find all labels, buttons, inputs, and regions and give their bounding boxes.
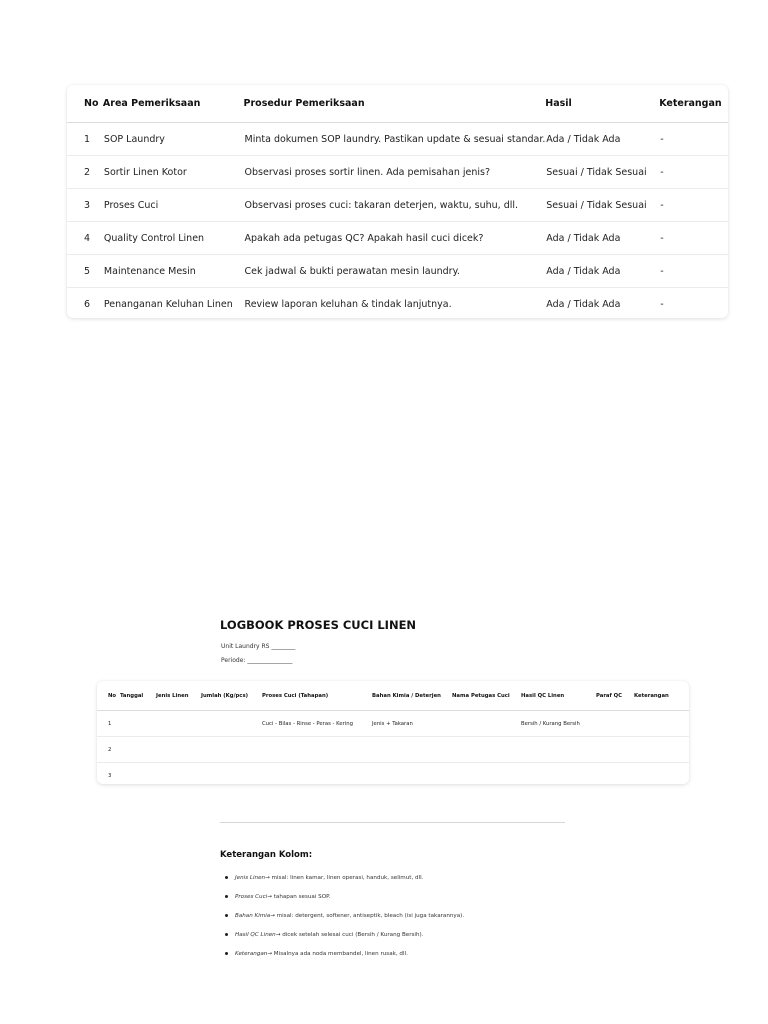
- column-header-jumlah: Jumlah (Kg/pcs): [200, 681, 261, 711]
- column-header-tanggal: Tanggal: [119, 681, 155, 711]
- note-term: Bahan Kimia: [235, 912, 271, 919]
- cell-keterangan: [633, 711, 689, 737]
- logbook-table-card: [97, 681, 689, 784]
- cell-no: 3: [67, 189, 103, 222]
- note-term: Keterangan: [235, 950, 268, 957]
- column-header-area: Area Pemeriksaan: [103, 85, 244, 123]
- cell-keterangan: -: [659, 222, 728, 255]
- logbook-header-row: [97, 681, 689, 711]
- note-desc: → misal: linen kamar, linen operasi, handuk, selimut, dll.: [265, 874, 424, 881]
- logbook-periode: Periode: _______________: [221, 657, 293, 664]
- cell-keterangan: -: [660, 298, 664, 310]
- cell-bahan-kimia: [371, 737, 451, 763]
- cell-keterangan: -: [659, 189, 728, 222]
- logbook-unit: Unit Laundry RS ________: [221, 643, 296, 650]
- cell-jenis-linen: [155, 763, 200, 785]
- cell-hasil: Ada / Tidak Ada: [546, 298, 621, 310]
- cell-keterangan: -: [659, 123, 728, 156]
- cell-area: Penanganan Keluhan Linen: [103, 298, 233, 310]
- section-divider: [220, 822, 565, 823]
- note-desc: → misal: detergent, softener, antiseptik, bleach (isi juga takarannya).: [270, 912, 465, 919]
- cell-no: 5: [67, 255, 103, 288]
- cell-proses-cuci: [261, 763, 371, 785]
- cell-prosedur: Apakah ada petugas QC? Apakah hasil cuci dicek?: [244, 222, 546, 255]
- cell-nama-petugas: [451, 763, 520, 785]
- cell-paraf-qc: [595, 737, 633, 763]
- cell-no: 4: [67, 222, 103, 255]
- cell-jenis-linen: [155, 711, 200, 737]
- cell-area: SOP Laundry: [103, 123, 244, 156]
- cell-hasil: Sesuai / Tidak Sesuai: [545, 156, 659, 189]
- cell-bahan-kimia: [371, 763, 451, 785]
- cell-prosedur: Minta dokumen SOP laundry. Pastikan update & sesuai standar.: [244, 123, 546, 156]
- cell-area: Sortir Linen Kotor: [103, 156, 244, 189]
- table-row: [67, 123, 728, 156]
- column-header-hasil: Hasil: [545, 85, 659, 123]
- cell-tanggal: [119, 737, 155, 763]
- cell-no: 2: [97, 737, 119, 763]
- column-header-bahan-kimia: Bahan Kimia / Deterjen: [371, 681, 451, 711]
- cell-keterangan: [633, 763, 689, 785]
- note-desc: → dicek setelah selesai cuci (Bersih / Kurang Bersih).: [275, 931, 424, 938]
- cell-jumlah: [200, 711, 261, 737]
- column-header-keterangan: Keterangan: [633, 681, 689, 711]
- cell-tanggal: [119, 711, 155, 737]
- cell-hasil: Ada / Tidak Ada: [545, 255, 659, 288]
- note-term: Proses Cuci: [235, 893, 268, 900]
- logbook-table: [97, 681, 689, 784]
- note-desc: → tahapan sesuai SOP.: [267, 893, 331, 900]
- table-row: [67, 189, 728, 222]
- cell-paraf-qc: [595, 763, 633, 785]
- cell-keterangan: -: [659, 156, 728, 189]
- cell-area: Proses Cuci: [103, 189, 244, 222]
- table-row: [67, 255, 728, 288]
- cell-no: 1: [67, 123, 103, 156]
- column-header-nama-petugas: Nama Petugas Cuci: [451, 681, 520, 711]
- cell-keterangan: -: [659, 255, 728, 288]
- cell-paraf-qc: [595, 711, 633, 737]
- cell-jumlah: [200, 737, 261, 763]
- column-header-hasil-qc: Hasil QC Linen: [520, 681, 595, 711]
- cell-tanggal: [119, 763, 155, 785]
- table-row: [67, 222, 728, 255]
- cell-hasil-qc: Bersih / Kurang Bersih: [520, 711, 595, 737]
- cell-nama-petugas: [451, 737, 520, 763]
- table-row: [97, 711, 689, 737]
- inspection-table-card: [67, 85, 728, 318]
- cell-hasil: Ada / Tidak Ada: [545, 123, 659, 156]
- column-header-paraf-qc: Paraf QC: [595, 681, 633, 711]
- cell-no: 2: [67, 156, 103, 189]
- table-row: [67, 288, 728, 319]
- cell-hasil: Sesuai / Tidak Sesuai: [545, 189, 659, 222]
- table-row: [97, 763, 689, 785]
- cell-hasil-qc: [520, 763, 595, 785]
- bullet-icon: [225, 876, 228, 879]
- keterangan-list: [220, 868, 464, 963]
- cell-area: Maintenance Mesin: [103, 255, 244, 288]
- list-item: [220, 925, 464, 944]
- table-row: [97, 737, 689, 763]
- cell-bahan-kimia: Jenis + Takaran: [371, 711, 451, 737]
- bullet-icon: [225, 933, 228, 936]
- cell-hasil-qc: [520, 737, 595, 763]
- note-term: Hasil QC Linen: [235, 931, 276, 938]
- inspection-table: [67, 85, 728, 318]
- cell-prosedur: Cek jadwal & bukti perawatan mesin laundry.: [244, 255, 546, 288]
- column-header-no: No: [67, 85, 103, 123]
- bullet-icon: [225, 952, 228, 955]
- cell-no: 1: [97, 711, 119, 737]
- column-header-keterangan: Keterangan: [659, 85, 728, 123]
- cell-jenis-linen: [155, 737, 200, 763]
- column-header-jenis-linen: Jenis Linen: [155, 681, 200, 711]
- table-row: [67, 156, 728, 189]
- list-item: [220, 887, 464, 906]
- cell-proses-cuci: Cuci - Bilas - Rinse - Peras - Kering: [261, 711, 371, 737]
- bullet-icon: [225, 914, 228, 917]
- column-header-proses-cuci: Proses Cuci (Tahapan): [261, 681, 371, 711]
- list-item: [220, 944, 464, 963]
- keterangan-title: Keterangan Kolom:: [220, 850, 313, 860]
- cell-proses-cuci: [261, 737, 371, 763]
- cell-keterangan: [633, 737, 689, 763]
- cell-area: Quality Control Linen: [103, 222, 244, 255]
- cell-jumlah: [200, 763, 261, 785]
- logbook-title: LOGBOOK PROSES CUCI LINEN: [220, 618, 417, 632]
- cell-hasil: Ada / Tidak Ada: [545, 222, 659, 255]
- cell-no: 3: [108, 772, 112, 779]
- list-item: [220, 906, 464, 925]
- note-term: Jenis Linen: [235, 874, 266, 881]
- bullet-icon: [225, 895, 228, 898]
- column-header-prosedur: Prosedur Pemeriksaan: [244, 85, 546, 123]
- table-header-row: [67, 85, 728, 123]
- cell-prosedur: Observasi proses cuci: takaran deterjen, waktu, suhu, dll.: [244, 189, 546, 222]
- note-desc: → Misalnya ada noda membandel, linen rusak, dll.: [267, 950, 408, 957]
- list-item: [220, 868, 464, 887]
- column-header-no: No: [97, 681, 119, 711]
- cell-no: 6: [84, 298, 91, 310]
- cell-nama-petugas: [451, 711, 520, 737]
- cell-prosedur: Review laporan keluhan & tindak lanjutnya.: [244, 298, 452, 310]
- cell-prosedur: Observasi proses sortir linen. Ada pemisahan jenis?: [244, 156, 546, 189]
